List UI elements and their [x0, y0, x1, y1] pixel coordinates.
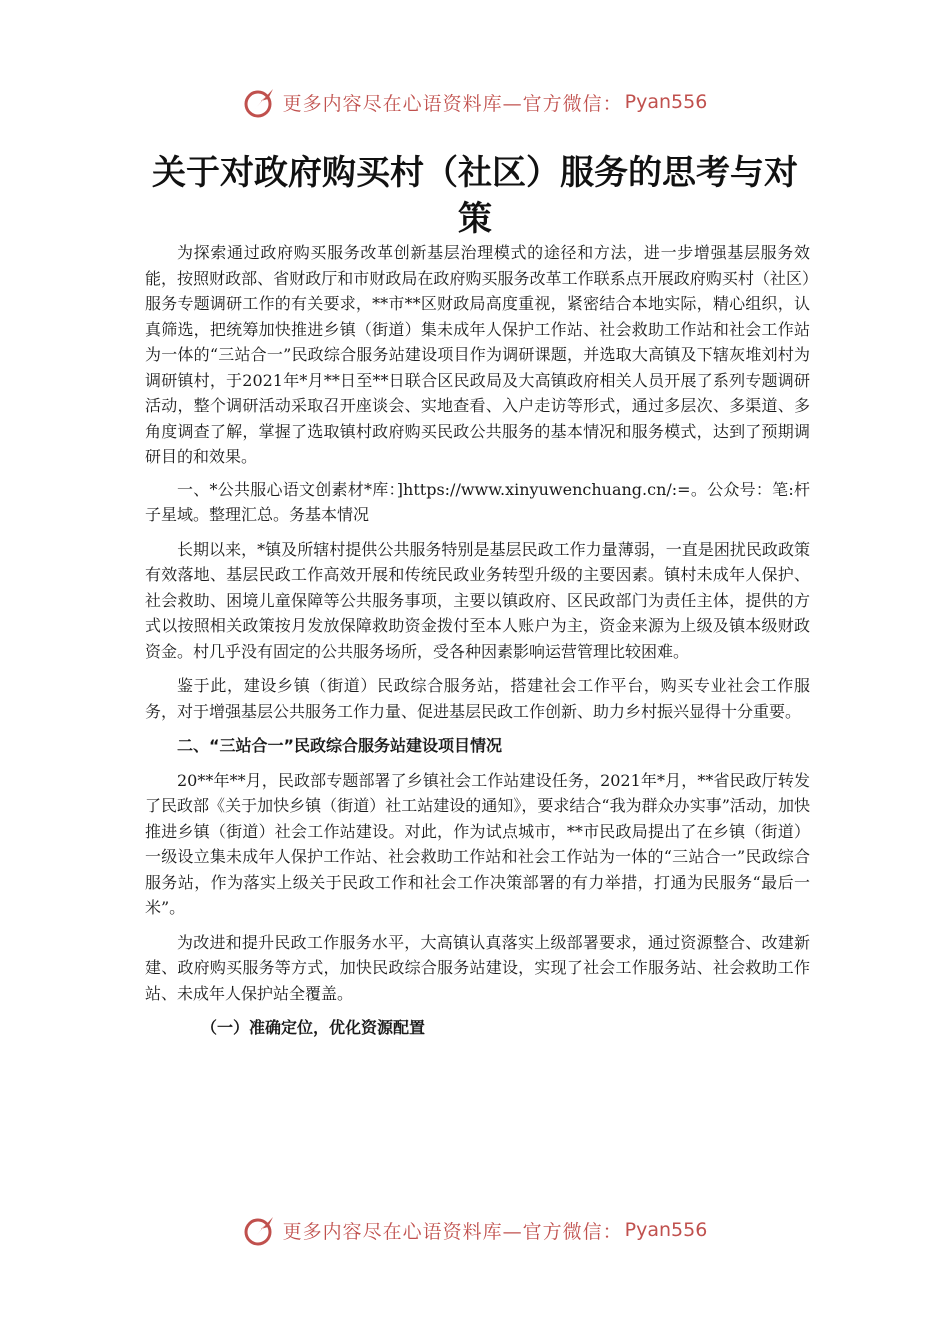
paragraph-intro: 为探索通过政府购买服务改革创新基层治理模式的途径和方法，进一步增强基层服务效能，按照财政部、省财政厅和市财政局在政府购买服务改革工作联系点开展政府购买村（社区）服务专题调研工作的有关要求，**市**区财政局高度重视，紧密结合本地实际，精心组织，认真筛选，把统筹加快推进乡镇（街道）集未成年人保护工作站、社会救助工作站和社会工作站为一体的“三站合一”民政综合服务站建设项目作为调研课题，并选取大高镇及下辖灰堆刘村为调研镇村，于2021年*月**日至**日联合区民政局及大高镇政府相关人员开展了系列专题调研活动，整个调研活动采取召开座谈会、实地查看、入户走访等形式，通过多层次、多渠道、多角度调查了解，掌握了选取镇村政府购买民政公共服务的基本情况和服务模式，达到了预期调研目的和效果。: [145, 243, 810, 466]
quill-logo-icon: [243, 85, 277, 119]
header-banner: [0, 82, 950, 122]
section-two-heading: 二、“三站合一”民政综合服务站建设项目情况: [177, 736, 503, 755]
paragraph-importance: 鉴于此，建设乡镇（街道）民政综合服务站，搭建社会工作平台，购买专业社会工作服务，对于增强基层公共服务工作力量、促进基层民政工作创新、助力乡村振兴显得十分重要。: [145, 676, 810, 721]
subsection-one-heading: （一）准确定位，优化资源配置: [201, 1018, 426, 1037]
paragraph-section-one-heading: 一、*公共服心语文创素材*库：]https://www.xinyuwenchuang.cn/:=。公众号：笔:杆子星域。整理汇总。务基本情况: [145, 479, 810, 524]
footer-banner: [0, 1210, 950, 1250]
banner-wechat-id: Pyan556: [624, 1219, 708, 1241]
paragraph-policy: 20**年**月，民政部专题部署了乡镇社会工作站建设任务，2021年*月，**省民政厅转发了民政部《关于加快乡镇（街道）社工站建设的通知》，要求结合“我为群众办实事”活动，加快推进乡镇（街道）社会工作站建设。对此，作为试点城市，**市民政局提出了在乡镇（街道）一级设立集未成年人保护工作站、社会救助工作站和社会工作站为一体的“三站合一”民政综合服务站，作为落实上级关于民政工作和社会工作决策部署的有力举措，打通为民服务“最后一米”。: [145, 770, 810, 917]
quill-logo-icon: [243, 1213, 277, 1247]
paragraph-implementation: 为改进和提升民政工作服务水平，大高镇认真落实上级部署要求，通过资源整合、改建新建、政府购买服务等方式，加快民政综合服务站建设，实现了社会工作服务站、社会救助工作站、未成年人保护站全覆盖。: [145, 932, 810, 1003]
banner-text: 更多内容尽在心语资料库—官方微信：: [282, 92, 623, 115]
banner-text: 更多内容尽在心语资料库—官方微信：: [282, 1220, 623, 1243]
document-title: 关于对政府购买村（社区）服务的思考与对策: [152, 153, 798, 239]
banner-wechat-id: Pyan556: [624, 91, 708, 113]
paragraph-background: 长期以来，*镇及所辖村提供公共服务特别是基层民政工作力量薄弱，一直是困扰民政政策有效落地、基层民政工作高效开展和传统民政业务转型升级的主要因素。镇村未成年人保护、社会救助、困境儿童保障等公共服务事项，主要以镇政府、区民政部门为责任主体，提供的方式以按照相关政策按月发放保障救助资金拨付至本人账户为主，资金来源为上级及镇本级财政资金。村几乎没有固定的公共服务场所，受各种因素影响运营管理比较困难。: [145, 539, 810, 661]
document-body: [145, 240, 810, 1041]
